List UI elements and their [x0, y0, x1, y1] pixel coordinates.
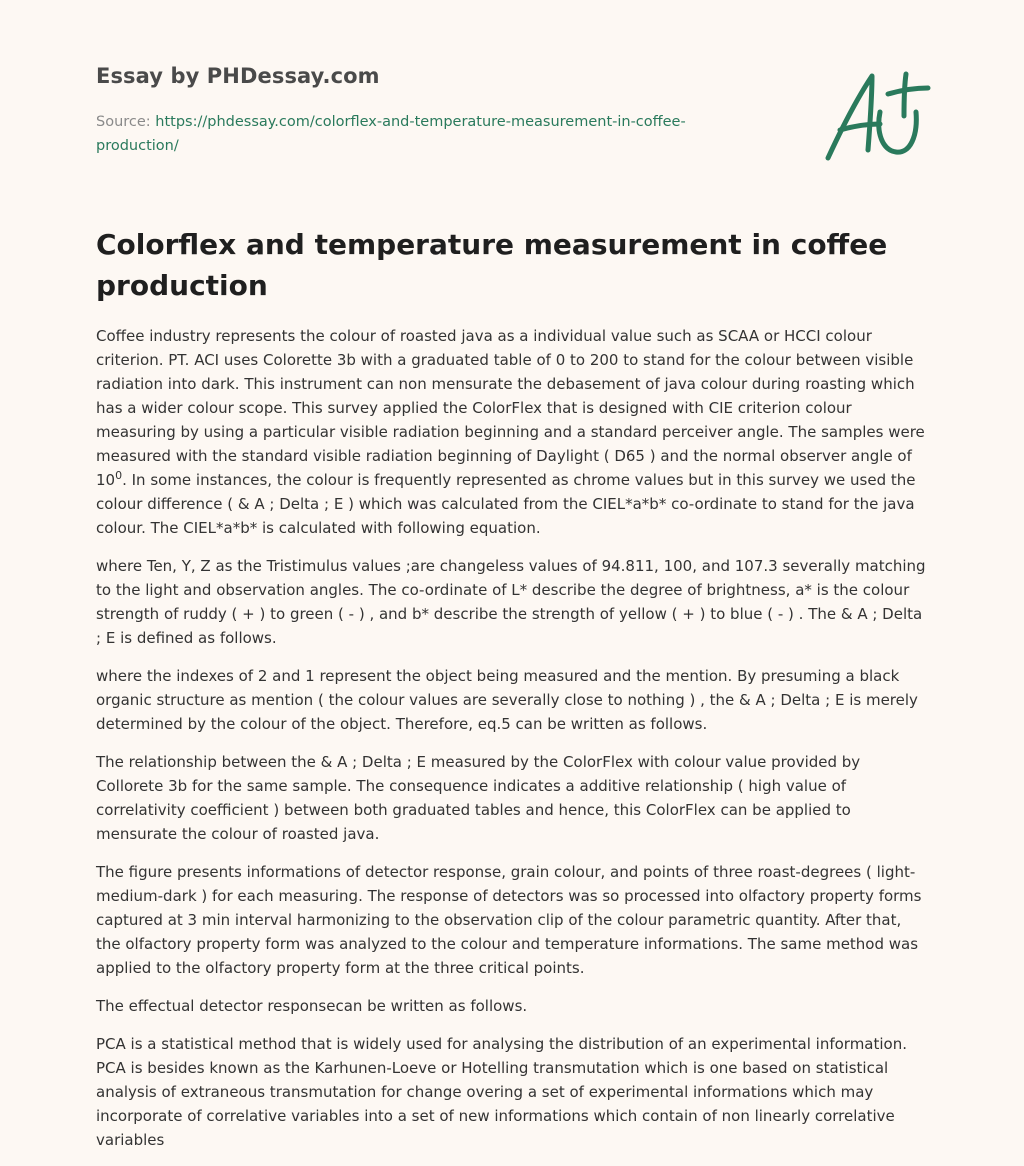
paragraph-1-main: Coffee industry represents the colour of roasted java as a individual value such as SCAA or HCCI colour criterion. PT. ACI uses Colorette 3b with a graduated table of 0 to 200 to stand for the colour between visible radiation into dark. This instrument can non mensurate the debasement of java colour during roasting which has a wider colour scope. This survey applied the ColorFlex that is designed with CIE criterion colour measuring by using a particular visible radiation beginning and a standard perceiver angle. The samples were measured with the standard visible radiation beginning of Daylight ( D65 ) and the normal observer angle of 10 [96, 327, 925, 489]
paragraph-7: PCA is a statistical method that is widely used for analysing the distribution of an experimental information. PCA is besides known as the Karhunen-Loeve or Hotelling transmutation which is one based on statistical analysis of extraneous transmutation for change overing a set of experimental informations which may incorporate of correlative variables into a set of new informations which contain of non linearly correlative variables [96, 1035, 908, 1149]
site-title: Essay by PHDessay.com [96, 64, 380, 88]
paragraph-5: The figure presents informations of detector response, grain colour, and points of three roast-degrees ( light-medium-dark ) for each measuring. The response of detectors was so processed into olfactory property forms captured at 3 min interval harmonizing to the observation clip of the colour parametric quantity. After that, the olfactory property form was analyzed to the colour and temperature informations. The same method was applied to the olfactory property form at the three critical points. [96, 863, 922, 977]
source-link[interactable]: https://phdessay.com/colorflex-and-temperature-measurement-in-coffee-production/ [96, 114, 686, 154]
paragraph-1 [96, 324, 930, 540]
paragraph-3: where the indexes of 2 and 1 represent the object being measured and the mention. By presuming a black organic structure as mention ( the colour values are severally close to nothing ) , the & A ; Delta ; E is merely determined by the colour of the object. Therefore, eq.5 can be written as follows. [96, 667, 918, 733]
a-plus-logo-icon [822, 66, 932, 166]
paragraph-2: where Ten, Y, Z as the Tristimulus values ;are changeless values of 94.811, 100, and 107.3 severally matching to the light and observation angles. The co-ordinate of L* describe the degree of brightness, a* is the colour strength of ruddy ( + ) to green ( - ) , and b* describe the strength of yellow ( + ) to blue ( - ) . The & A ; Delta ; E is defined as follows. [96, 557, 926, 647]
degree-superscript: 0 [115, 469, 123, 482]
source-label: Source: [96, 114, 151, 130]
paragraph-1-rest: . In some instances, the colour is frequently represented as chrome values but in this survey we used the colour difference ( & A ; Delta ; E ) which was calculated from the CIEL*a*b* co-ordinate to stand for the java colour. The CIEL*a*b* is calculated with following equation. [96, 471, 916, 537]
paragraph-6: The effectual detector responsecan be written as follows. [96, 997, 528, 1015]
paragraph-4: The relationship between the & A ; Delta ; E measured by the ColorFlex with colour value provided by Collorete 3b for the same sample. The consequence indicates a additive relationship ( high value of correlativity coefficient ) between both graduated tables and hence, this ColorFlex can be applied to mensurate the colour of roasted java. [96, 753, 861, 843]
essay-body [96, 324, 930, 1166]
source-line [96, 110, 736, 158]
essay-title: Colorflex and temperature measurement in coffee production [96, 228, 888, 302]
